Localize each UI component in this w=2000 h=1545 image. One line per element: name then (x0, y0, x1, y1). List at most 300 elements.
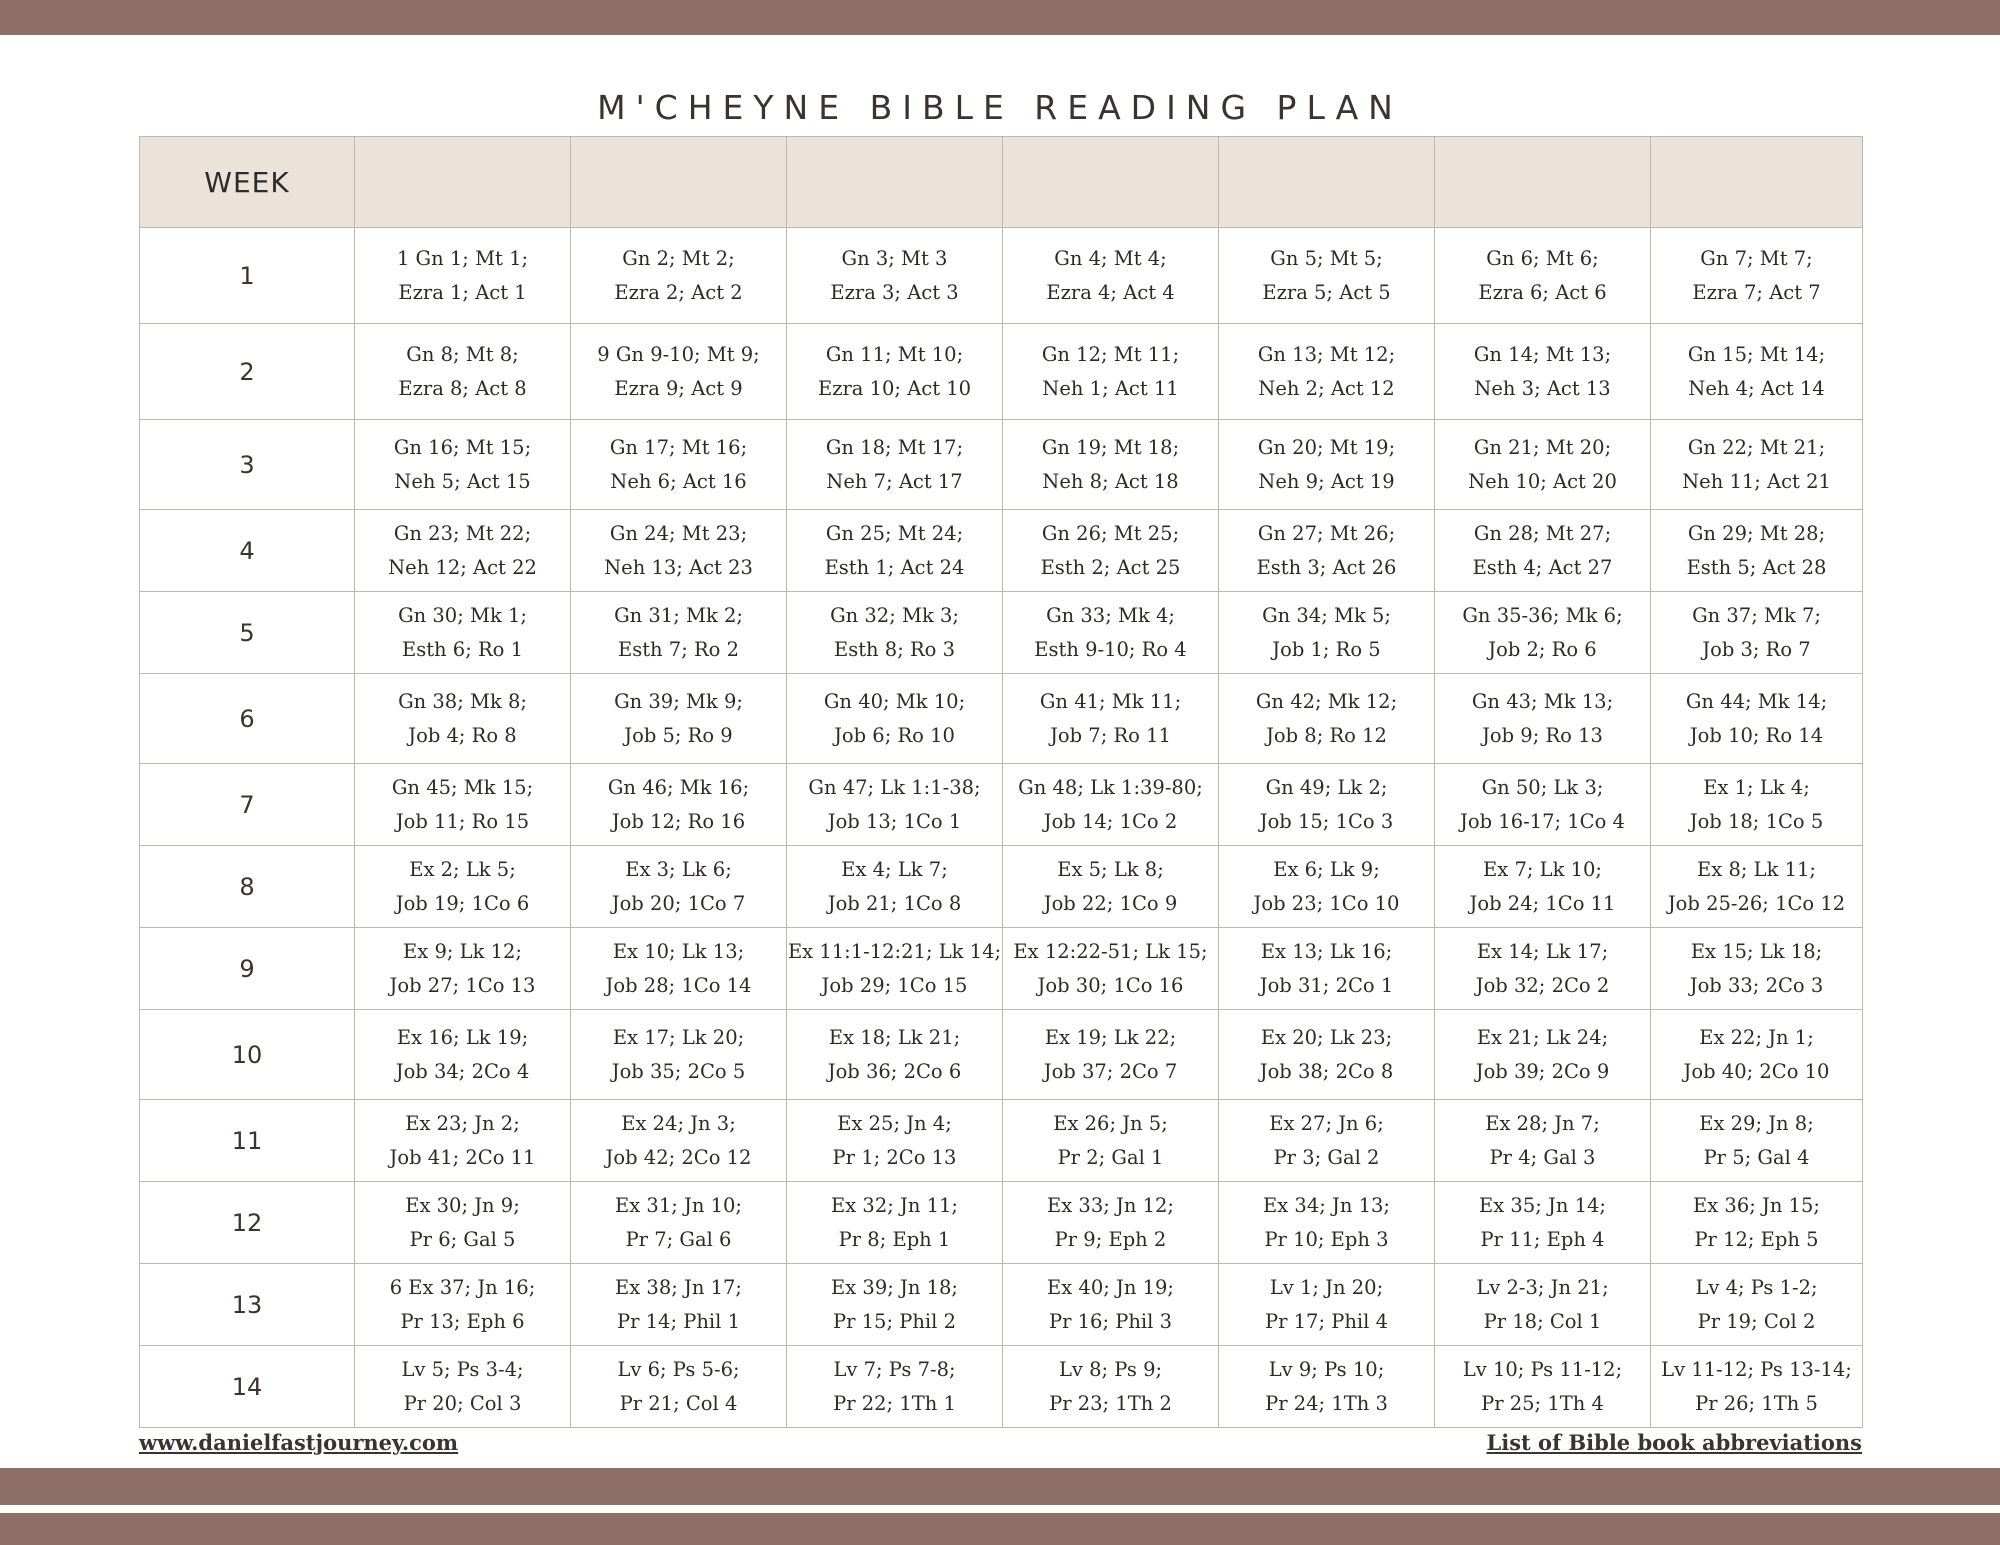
reading-cell (1435, 1346, 1651, 1428)
reading-line: Ex 23; Jn 2; (405, 1111, 520, 1135)
day-column-header (1651, 137, 1863, 228)
reading-cell (355, 1182, 571, 1264)
reading-line: Job 7; Ro 11 (1050, 723, 1171, 747)
reading-line: Job 34; 2Co 4 (395, 1059, 530, 1083)
reading-line: Job 21; 1Co 8 (827, 891, 962, 915)
table-row (140, 1010, 1863, 1100)
reading-cell (1003, 1100, 1219, 1182)
reading-line: Pr 22; 1Th 1 (833, 1391, 956, 1415)
reading-line: Gn 11; Mt 10; (825, 342, 964, 366)
table-row (140, 420, 1863, 510)
reading-line: Gn 42; Mk 12; (1255, 689, 1398, 713)
reading-line: Job 36; 2Co 6 (827, 1059, 962, 1083)
reading-line: Lv 11-12; Ps 13-14; (1661, 1357, 1852, 1381)
reading-cell (571, 324, 787, 420)
reading-line: Ex 24; Jn 3; (621, 1111, 736, 1135)
week-number: 4 (140, 510, 355, 592)
reading-line: Gn 44; Mk 14; (1685, 689, 1828, 713)
reading-line: Job 11; Ro 15 (395, 809, 530, 833)
reading-line: Pr 5; Gal 4 (1703, 1145, 1810, 1169)
week-number: 12 (140, 1182, 355, 1264)
reading-line: Job 35; 2Co 5 (611, 1059, 746, 1083)
reading-line: Ex 30; Jn 9; (405, 1193, 520, 1217)
week-number: 8 (140, 846, 355, 928)
reading-line: Ezra 3; Act 3 (830, 280, 959, 304)
reading-line: Neh 2; Act 12 (1258, 376, 1395, 400)
reading-cell (355, 846, 571, 928)
reading-line: Ex 35; Jn 14; (1479, 1193, 1606, 1217)
reading-cell (355, 764, 571, 846)
reading-line: Pr 10; Eph 3 (1264, 1227, 1389, 1251)
table-row (140, 510, 1863, 592)
reading-line: Lv 10; Ps 11-12; (1462, 1357, 1623, 1381)
reading-line: Lv 6; Ps 5-6; (617, 1357, 740, 1381)
reading-line: Pr 26; 1Th 5 (1695, 1391, 1818, 1415)
header-row (140, 137, 1863, 228)
reading-cell (1435, 674, 1651, 764)
reading-line: Ex 31; Jn 10; (615, 1193, 742, 1217)
reading-cell (787, 764, 1003, 846)
reading-cell (1651, 420, 1863, 510)
website-link[interactable]: www.danielfastjourney.com (139, 1430, 459, 1455)
table-row (140, 1346, 1863, 1428)
reading-cell (1435, 1182, 1651, 1264)
reading-line: Ezra 1; Act 1 (398, 280, 527, 304)
reading-line: Ex 1; Lk 4; (1703, 775, 1810, 799)
reading-cell (1435, 1264, 1651, 1346)
reading-line: Gn 47; Lk 1:1-38; (808, 775, 981, 799)
reading-cell (1435, 420, 1651, 510)
reading-line: Job 28; 1Co 14 (605, 973, 752, 997)
reading-line: Ex 15; Lk 18; (1690, 939, 1823, 963)
reading-line: Pr 24; 1Th 3 (1265, 1391, 1388, 1415)
reading-cell (571, 1346, 787, 1428)
reading-line: Gn 39; Mk 9; (614, 689, 743, 713)
reading-line: Ex 5; Lk 8; (1057, 857, 1164, 881)
reading-line: Job 23; 1Co 10 (1253, 891, 1400, 915)
reading-line: Pr 6; Gal 5 (409, 1227, 516, 1251)
reading-cell (355, 1100, 571, 1182)
reading-line: Neh 4; Act 14 (1688, 376, 1825, 400)
reading-line: Ex 11:1-12:21; Lk 14; (787, 939, 1002, 963)
reading-cell (1219, 228, 1435, 324)
reading-line: Gn 21; Mt 20; (1473, 435, 1612, 459)
reading-line: Ex 20; Lk 23; (1260, 1025, 1393, 1049)
reading-cell (1003, 1346, 1219, 1428)
week-column-header: WEEK (140, 137, 355, 228)
reading-line: Gn 29; Mt 28; (1687, 521, 1826, 545)
reading-line: Neh 6; Act 16 (610, 469, 747, 493)
reading-line: Ezra 5; Act 5 (1262, 280, 1391, 304)
reading-line: Ex 28; Jn 7; (1485, 1111, 1600, 1135)
reading-cell (1003, 928, 1219, 1010)
reading-line: Pr 1; 2Co 13 (832, 1145, 957, 1169)
reading-line: Ezra 6; Act 6 (1478, 280, 1607, 304)
reading-cell (787, 1182, 1003, 1264)
reading-line: Pr 15; Phil 2 (833, 1309, 956, 1333)
reading-line: Job 22; 1Co 9 (1043, 891, 1178, 915)
reading-line: Ex 38; Jn 17; (615, 1275, 742, 1299)
table-header (140, 137, 1863, 228)
reading-cell (1435, 846, 1651, 928)
table-row (140, 928, 1863, 1010)
day-column-header (1435, 137, 1651, 228)
reading-line: Gn 22; Mt 21; (1687, 435, 1826, 459)
reading-line: Ex 10; Lk 13; (612, 939, 745, 963)
reading-cell (355, 674, 571, 764)
reading-cell (1435, 764, 1651, 846)
reading-line: Job 19; 1Co 6 (395, 891, 530, 915)
week-number: 5 (140, 592, 355, 674)
table-row (140, 592, 1863, 674)
reading-line: Pr 19; Col 2 (1697, 1309, 1816, 1333)
table-row (140, 1100, 1863, 1182)
reading-line: Ex 3; Lk 6; (625, 857, 732, 881)
reading-cell (1219, 846, 1435, 928)
reading-line: Pr 16; Phil 3 (1049, 1309, 1172, 1333)
reading-line: Gn 37; Mk 7; (1692, 603, 1821, 627)
table-row (140, 1182, 1863, 1264)
reading-cell (571, 674, 787, 764)
table-body (140, 228, 1863, 1428)
reading-line: Job 30; 1Co 16 (1037, 973, 1184, 997)
reading-cell (571, 928, 787, 1010)
reading-line: Gn 35-36; Mk 6; (1462, 603, 1623, 627)
reading-line: Ezra 7; Act 7 (1692, 280, 1821, 304)
reading-line: Ex 36; Jn 15; (1693, 1193, 1820, 1217)
reading-cell (1651, 510, 1863, 592)
reading-line: Ex 25; Jn 4; (837, 1111, 952, 1135)
reading-line: Ex 27; Jn 6; (1269, 1111, 1384, 1135)
reading-line: Ezra 2; Act 2 (614, 280, 743, 304)
reading-line: Pr 17; Phil 4 (1265, 1309, 1388, 1333)
reading-line: Pr 4; Gal 3 (1489, 1145, 1596, 1169)
reading-cell (1219, 1182, 1435, 1264)
reading-cell (571, 1264, 787, 1346)
reading-cell (787, 1100, 1003, 1182)
reading-line: Job 14; 1Co 2 (1043, 809, 1178, 833)
reading-line: Pr 2; Gal 1 (1057, 1145, 1164, 1169)
reading-line: Gn 49; Lk 2; (1265, 775, 1388, 799)
reading-line: Job 13; 1Co 1 (827, 809, 962, 833)
reading-cell (1435, 592, 1651, 674)
reading-cell (787, 510, 1003, 592)
reading-line: Pr 8; Eph 1 (838, 1227, 951, 1251)
reading-line: Job 25-26; 1Co 12 (1667, 891, 1846, 915)
reading-line: Esth 2; Act 25 (1040, 555, 1181, 579)
reading-cell (571, 228, 787, 324)
reading-line: Gn 50; Lk 3; (1481, 775, 1604, 799)
day-column-header (1219, 137, 1435, 228)
reading-cell (787, 592, 1003, 674)
reading-cell (571, 1010, 787, 1100)
week-number: 11 (140, 1100, 355, 1182)
reading-cell (1435, 510, 1651, 592)
reading-line: Neh 5; Act 15 (394, 469, 531, 493)
reading-line: Lv 9; Ps 10; (1268, 1357, 1385, 1381)
reading-cell (1651, 1264, 1863, 1346)
reading-cell (1651, 928, 1863, 1010)
reading-cell (571, 846, 787, 928)
reading-line: Job 42; 2Co 12 (605, 1145, 752, 1169)
reading-line: 6 Ex 37; Jn 16; (389, 1275, 536, 1299)
reading-cell (1219, 324, 1435, 420)
reading-cell (571, 510, 787, 592)
reading-cell (1003, 674, 1219, 764)
reading-line: Lv 7; Ps 7-8; (833, 1357, 956, 1381)
reading-line: Job 31; 2Co 1 (1259, 973, 1394, 997)
reading-line: Job 9; Ro 13 (1482, 723, 1603, 747)
week-number: 1 (140, 228, 355, 324)
reading-line: Lv 4; Ps 1-2; (1695, 1275, 1818, 1299)
reading-cell (787, 1010, 1003, 1100)
reading-line: Job 40; 2Co 10 (1683, 1059, 1830, 1083)
reading-cell (1003, 324, 1219, 420)
reading-line: Job 39; 2Co 9 (1475, 1059, 1610, 1083)
reading-cell (355, 1264, 571, 1346)
reading-line: Pr 11; Eph 4 (1480, 1227, 1605, 1251)
reading-line: Esth 3; Act 26 (1256, 555, 1397, 579)
reading-line: Gn 32; Mk 3; (830, 603, 959, 627)
reading-line: Gn 45; Mk 15; (391, 775, 534, 799)
reading-cell (1003, 1182, 1219, 1264)
reading-cell (1003, 1264, 1219, 1346)
reading-cell (1651, 324, 1863, 420)
reading-line: Gn 16; Mt 15; (393, 435, 532, 459)
reading-line: Ex 4; Lk 7; (841, 857, 948, 881)
reading-line: Job 10; Ro 14 (1689, 723, 1824, 747)
reading-cell (1651, 1010, 1863, 1100)
reading-line: Job 41; 2Co 11 (389, 1145, 536, 1169)
reading-line: Ex 8; Lk 11; (1697, 857, 1816, 881)
reading-line: Neh 9; Act 19 (1258, 469, 1395, 493)
table-row (140, 846, 1863, 928)
reading-line: Gn 26; Mt 25; (1041, 521, 1180, 545)
reading-cell (571, 1100, 787, 1182)
reading-line: Pr 21; Col 4 (619, 1391, 738, 1415)
reading-cell (1219, 1010, 1435, 1100)
reading-line: Ex 21; Lk 24; (1476, 1025, 1609, 1049)
reading-line: Gn 3; Mt 3 (841, 246, 948, 270)
reading-line: Ex 40; Jn 19; (1047, 1275, 1174, 1299)
abbreviations-link[interactable]: List of Bible book abbreviations (1486, 1430, 1862, 1455)
reading-cell (1651, 674, 1863, 764)
reading-line: Gn 20; Mt 19; (1257, 435, 1396, 459)
reading-line: Gn 38; Mk 8; (398, 689, 527, 713)
reading-line: Job 15; 1Co 3 (1259, 809, 1394, 833)
table-row (140, 228, 1863, 324)
reading-line: Neh 1; Act 11 (1042, 376, 1179, 400)
reading-line: Ex 22; Jn 1; (1699, 1025, 1814, 1049)
reading-line: Esth 9-10; Ro 4 (1034, 637, 1187, 661)
reading-line: Job 37; 2Co 7 (1043, 1059, 1178, 1083)
reading-line: Esth 6; Ro 1 (401, 637, 524, 661)
reading-line: Neh 13; Act 23 (604, 555, 753, 579)
reading-line: Gn 6; Mt 6; (1486, 246, 1599, 270)
reading-line: Gn 33; Mk 4; (1046, 603, 1175, 627)
reading-line: Gn 46; Mk 16; (607, 775, 750, 799)
reading-line: Esth 7; Ro 2 (617, 637, 740, 661)
reading-line: Gn 25; Mt 24; (825, 521, 964, 545)
reading-cell (787, 846, 1003, 928)
reading-cell (355, 420, 571, 510)
reading-line: Pr 18; Col 1 (1483, 1309, 1602, 1333)
reading-cell (787, 928, 1003, 1010)
reading-line: Ex 34; Jn 13; (1263, 1193, 1390, 1217)
bottom-decorative-band (0, 1513, 2000, 1545)
reading-line: Ex 6; Lk 9; (1273, 857, 1380, 881)
reading-line: Neh 11; Act 21 (1682, 469, 1831, 493)
reading-line: Esth 4; Act 27 (1472, 555, 1613, 579)
reading-line: Job 5; Ro 9 (624, 723, 733, 747)
day-column-header (355, 137, 571, 228)
reading-cell (1003, 1010, 1219, 1100)
reading-cell (1003, 228, 1219, 324)
reading-cell (571, 764, 787, 846)
reading-line: Job 38; 2Co 8 (1259, 1059, 1394, 1083)
reading-line: Job 29; 1Co 15 (821, 973, 968, 997)
reading-line: Gn 34; Mk 5; (1262, 603, 1391, 627)
reading-line: Ex 9; Lk 12; (403, 939, 522, 963)
reading-line: Gn 5; Mt 5; (1270, 246, 1383, 270)
reading-cell (787, 1346, 1003, 1428)
week-number: 6 (140, 674, 355, 764)
reading-line: Ex 32; Jn 11; (831, 1193, 958, 1217)
week-number: 2 (140, 324, 355, 420)
reading-cell (1435, 324, 1651, 420)
reading-cell (355, 1010, 571, 1100)
reading-cell (1003, 420, 1219, 510)
reading-line: Job 20; 1Co 7 (611, 891, 746, 915)
bottom-decorative-band (0, 1468, 2000, 1505)
reading-line: Gn 19; Mt 18; (1041, 435, 1180, 459)
reading-cell (1651, 1182, 1863, 1264)
reading-line: Gn 2; Mt 2; (622, 246, 735, 270)
reading-line: Pr 25; 1Th 4 (1481, 1391, 1604, 1415)
reading-cell (1219, 510, 1435, 592)
reading-line: Gn 23; Mt 22; (393, 521, 532, 545)
reading-line: Job 16-17; 1Co 4 (1460, 809, 1625, 833)
reading-cell (1003, 592, 1219, 674)
reading-line: Pr 9; Eph 2 (1054, 1227, 1167, 1251)
reading-line: Job 6; Ro 10 (834, 723, 955, 747)
reading-cell (1003, 510, 1219, 592)
reading-cell (1651, 1346, 1863, 1428)
reading-line: Neh 10; Act 20 (1468, 469, 1617, 493)
reading-line: Job 4; Ro 8 (408, 723, 517, 747)
reading-line: Job 18; 1Co 5 (1689, 809, 1824, 833)
reading-line: 1 Gn 1; Mt 1; (396, 246, 529, 270)
reading-line: Ex 29; Jn 8; (1699, 1111, 1814, 1135)
reading-plan-table (139, 136, 1863, 1428)
reading-line: Gn 48; Lk 1:39-80; (1018, 775, 1203, 799)
top-decorative-band (0, 0, 2000, 35)
reading-cell (1651, 228, 1863, 324)
reading-line: Lv 2-3; Jn 21; (1476, 1275, 1609, 1299)
reading-line: Gn 30; Mk 1; (398, 603, 527, 627)
reading-line: Pr 3; Gal 2 (1273, 1145, 1380, 1169)
day-column-header (571, 137, 787, 228)
reading-line: Pr 12; Eph 5 (1694, 1227, 1819, 1251)
reading-line: Gn 7; Mt 7; (1700, 246, 1813, 270)
reading-line: Gn 12; Mt 11; (1041, 342, 1180, 366)
reading-line: Job 24; 1Co 11 (1469, 891, 1616, 915)
reading-cell (1435, 228, 1651, 324)
reading-line: Gn 40; Mk 10; (823, 689, 966, 713)
reading-cell (1003, 846, 1219, 928)
reading-line: Job 2; Ro 6 (1488, 637, 1597, 661)
reading-line: Ex 33; Jn 12; (1047, 1193, 1174, 1217)
page-title: M'CHEYNE BIBLE READING PLAN (597, 88, 1403, 128)
reading-cell (1219, 592, 1435, 674)
reading-line: Job 3; Ro 7 (1702, 637, 1811, 661)
reading-line: Pr 23; 1Th 2 (1049, 1391, 1172, 1415)
reading-line: Ex 26; Jn 5; (1053, 1111, 1168, 1135)
reading-line: Ezra 10; Act 10 (817, 376, 972, 400)
reading-line: Esth 5; Act 28 (1686, 555, 1827, 579)
reading-line: Neh 7; Act 17 (826, 469, 963, 493)
reading-cell (355, 510, 571, 592)
reading-line: Pr 14; Phil 1 (617, 1309, 740, 1333)
reading-cell (787, 420, 1003, 510)
reading-cell (787, 1264, 1003, 1346)
reading-cell (1219, 1346, 1435, 1428)
reading-line: Ex 12:22-51; Lk 15; (1013, 939, 1208, 963)
reading-line: Job 12; Ro 16 (611, 809, 746, 833)
reading-cell (1219, 1264, 1435, 1346)
reading-line: 9 Gn 9-10; Mt 9; (597, 342, 760, 366)
reading-line: Esth 1; Act 24 (824, 555, 965, 579)
reading-line: Neh 3; Act 13 (1474, 376, 1611, 400)
reading-line: Ex 16; Lk 19; (396, 1025, 529, 1049)
reading-line: Neh 12; Act 22 (388, 555, 537, 579)
reading-line: Gn 4; Mt 4; (1054, 246, 1167, 270)
reading-line: Lv 1; Jn 20; (1269, 1275, 1384, 1299)
reading-cell (355, 928, 571, 1010)
day-column-header (787, 137, 1003, 228)
reading-line: Ex 2; Lk 5; (409, 857, 516, 881)
reading-line: Gn 41; Mk 11; (1039, 689, 1182, 713)
reading-cell (1651, 846, 1863, 928)
week-number: 10 (140, 1010, 355, 1100)
reading-line: Gn 17; Mt 16; (609, 435, 748, 459)
reading-line: Ezra 4; Act 4 (1046, 280, 1175, 304)
reading-line: Lv 8; Ps 9; (1058, 1357, 1163, 1381)
reading-line: Job 32; 2Co 2 (1475, 973, 1610, 997)
reading-cell (1219, 674, 1435, 764)
reading-line: Ex 17; Lk 20; (612, 1025, 745, 1049)
reading-cell (1651, 1100, 1863, 1182)
reading-cell (1435, 928, 1651, 1010)
reading-cell (1651, 592, 1863, 674)
reading-line: Pr 13; Eph 6 (400, 1309, 525, 1333)
week-number: 14 (140, 1346, 355, 1428)
reading-line: Ex 39; Jn 18; (831, 1275, 958, 1299)
table-row (140, 674, 1863, 764)
reading-cell (787, 324, 1003, 420)
reading-line: Gn 28; Mt 27; (1473, 521, 1612, 545)
reading-line: Gn 27; Mt 26; (1257, 521, 1396, 545)
reading-cell (355, 228, 571, 324)
reading-cell (355, 324, 571, 420)
reading-line: Ezra 8; Act 8 (398, 376, 527, 400)
reading-line: Pr 7; Gal 6 (625, 1227, 732, 1251)
reading-cell (1435, 1100, 1651, 1182)
reading-line: Gn 31; Mk 2; (614, 603, 743, 627)
day-column-header (1003, 137, 1219, 228)
reading-cell (1219, 420, 1435, 510)
reading-line: Ex 13; Lk 16; (1260, 939, 1393, 963)
